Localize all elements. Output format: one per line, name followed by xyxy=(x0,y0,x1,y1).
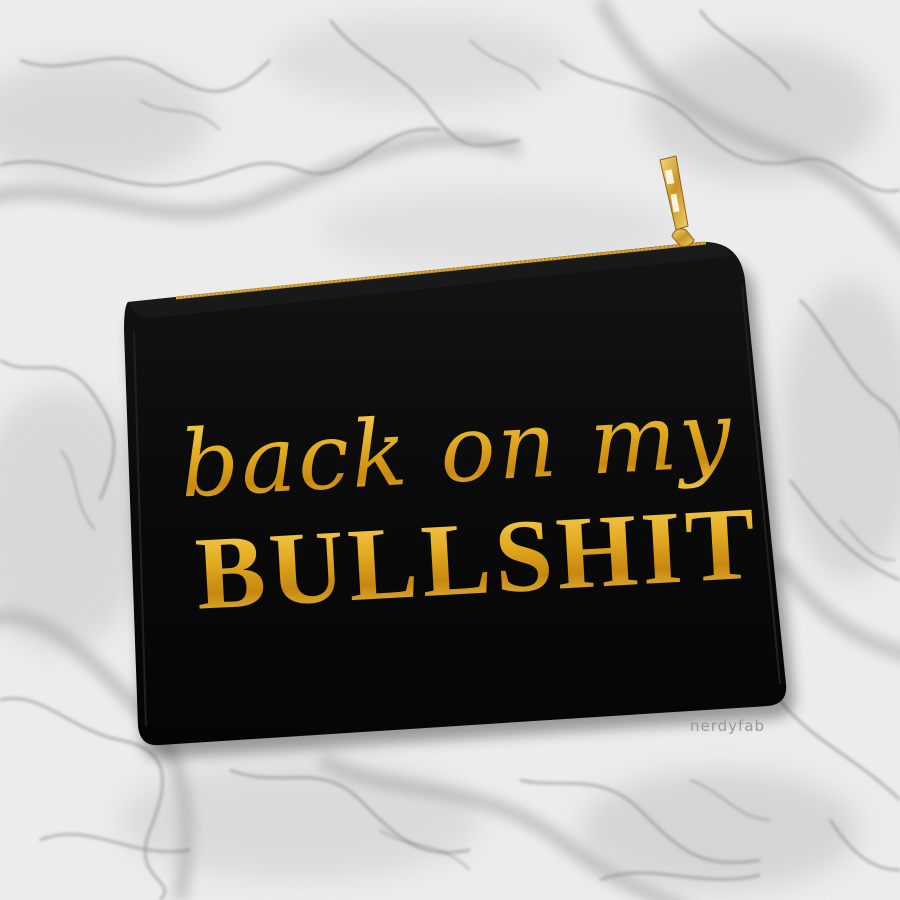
pouch-print xyxy=(154,378,766,651)
serif-phrase: BULLSHIT xyxy=(190,488,765,630)
zipper-pull-icon xyxy=(660,156,694,246)
script-phrase: back on my xyxy=(154,378,759,521)
brand-watermark: nerdyfab xyxy=(690,717,766,735)
